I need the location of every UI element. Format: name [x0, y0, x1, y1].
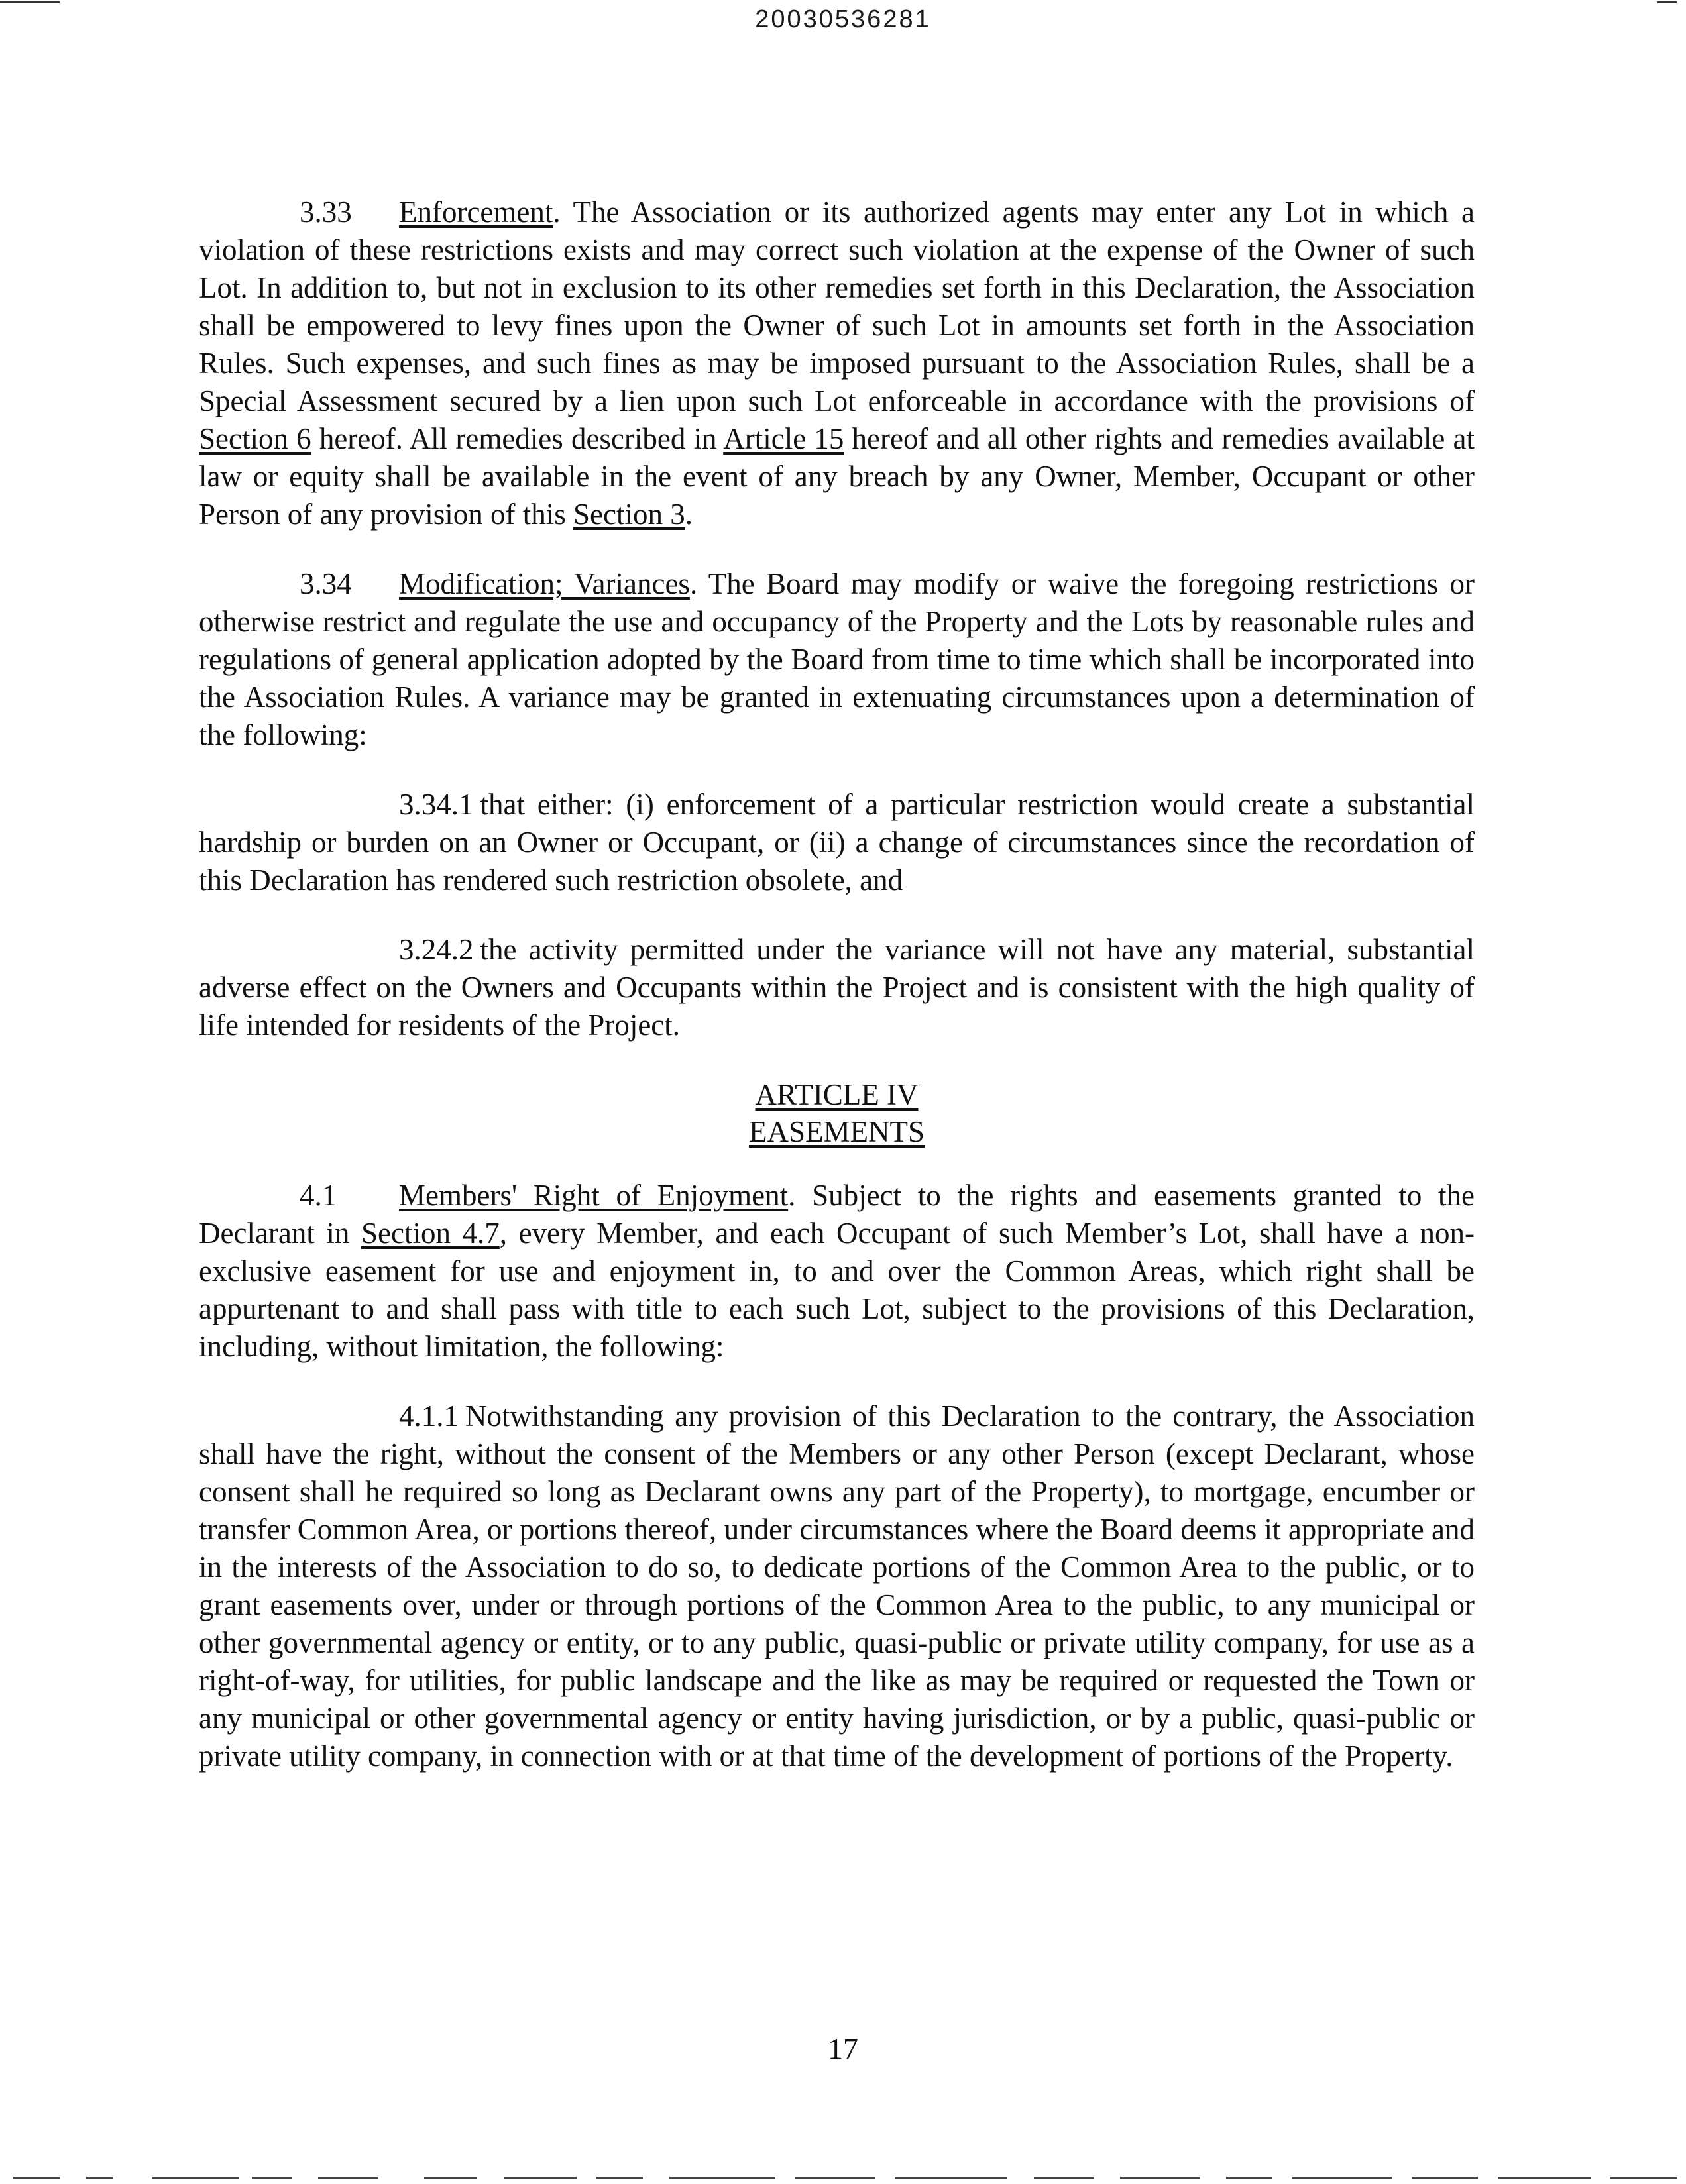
subsection-3-24-2: 3.24.2 the activity permitted under the variance will not have any material, substantial adverse effect on the Owners and Occupants within the Project and is consistent with the high quality of life intended for residents of the Project. [199, 933, 1475, 1042]
document-body [199, 193, 1475, 1807]
section-4-1: 4.1 Members' Right of Enjoyment. Subject to the rights and easements granted to the Declarant in Section 4.7, every Member, and each Occupant of such Member’s Lot, shall have a non-exclusive easement for use and enjoyment in, to and over the Common Areas, which right shall be appurtenant to and shall pass with title to each such Lot, subject to the provisions of this Declaration, including, without limitation, the following: [199, 1177, 1475, 1366]
section-reference: Section 6 [199, 422, 311, 455]
section-number: 3.33 [300, 195, 352, 229]
section-3-33: 3.33 Enforcement. The Association or its authorized agents may enter any Lot in which a violation of these restrictions exists and may correct such violation at the expense of the Owner of such Lot. In addition to, but not in exclusion to its other remedies set forth in this Declaration, the Association shall be empowered to levy fines upon the Owner of such Lot in amounts set forth in the Association Rules. Such expenses, and such fines as may be imposed pursuant to the Association Rules, shall be a Special Assessment secured by a lien upon such Lot enforceable in accordance with the provisions of Section 6 hereof. All remedies described in Article 15 hereof and all other rights and remedies available at law or equity shall be available in the event of any breach by any Owner, Member, Occupant or other Person of any provision of this Section 3. [199, 193, 1475, 533]
subsection-3-34-1: 3.34.1 that either: (i) enforcement of a particular restriction would create a substantial hardship or burden on an Owner or Occupant, or (ii) a change of circumstances since the recordation of this Declaration has rendered such restriction obsolete, and [199, 788, 1475, 897]
section-number: 3.34 [300, 567, 352, 600]
section-title: Members' Right of Enjoyment [399, 1179, 789, 1212]
article-title: EASEMENTS [748, 1115, 925, 1148]
subsection-number: 4.1.1 [399, 1399, 459, 1433]
section-title: Enforcement [399, 195, 553, 229]
section-reference: Section 4.7 [361, 1217, 500, 1250]
scan-footer-marks [0, 2175, 1686, 2180]
subsection-number: 3.24.2 [399, 933, 474, 966]
article-reference: Article 15 [723, 422, 844, 455]
section-number: 4.1 [300, 1179, 337, 1212]
section-3-34: 3.34 Modification; Variances. The Board may modify or waive the foregoing restrictions or otherwise restrict and regulate the use and occupancy of the Property and the Lots by reasonable rules and regulations of general application adopted by the Board from time to time which shall be incorporated into the Association Rules. A variance may be granted in extenuating circumstances upon a determination of the following: [199, 565, 1475, 754]
article-label: ARTICLE IV [755, 1078, 919, 1111]
section-title: Modification; Variances [399, 567, 690, 600]
section-reference: Section 3 [573, 498, 685, 531]
document-id: 20030536281 [755, 5, 931, 33]
article-heading [199, 1076, 1475, 1150]
scan-mark-top-left [0, 1, 60, 3]
scan-mark-top-right [1657, 1, 1677, 3]
page-number: 17 [828, 2032, 858, 2065]
subsection-number: 3.34.1 [399, 788, 474, 821]
subsection-4-1-1: 4.1.1 Notwithstanding any provision of this Declaration to the contrary, the Association shall have the right, without the consent of the Members or any other Person (except Declarant, whose consent shall he required so long as Declarant owns any part of the Property), to mortgage, encumber or transfer Common Area, or portions thereof, under circumstances where the Board deems it appropriate and in the interests of the Association to do so, to dedicate portions of the Common Area to the public, or to grant easements over, under or through portions of the Common Area to the public, to any municipal or other governmental agency or entity, or to any public, quasi-public or private utility company, for use as a right-of-way, for utilities, for public landscape and the like as may be required or requested the Town or any municipal or other governmental agency or entity having jurisdiction, or by a public, quasi-public or private utility company, in connection with or at that time of the development of portions of the Property. [199, 1399, 1475, 1773]
